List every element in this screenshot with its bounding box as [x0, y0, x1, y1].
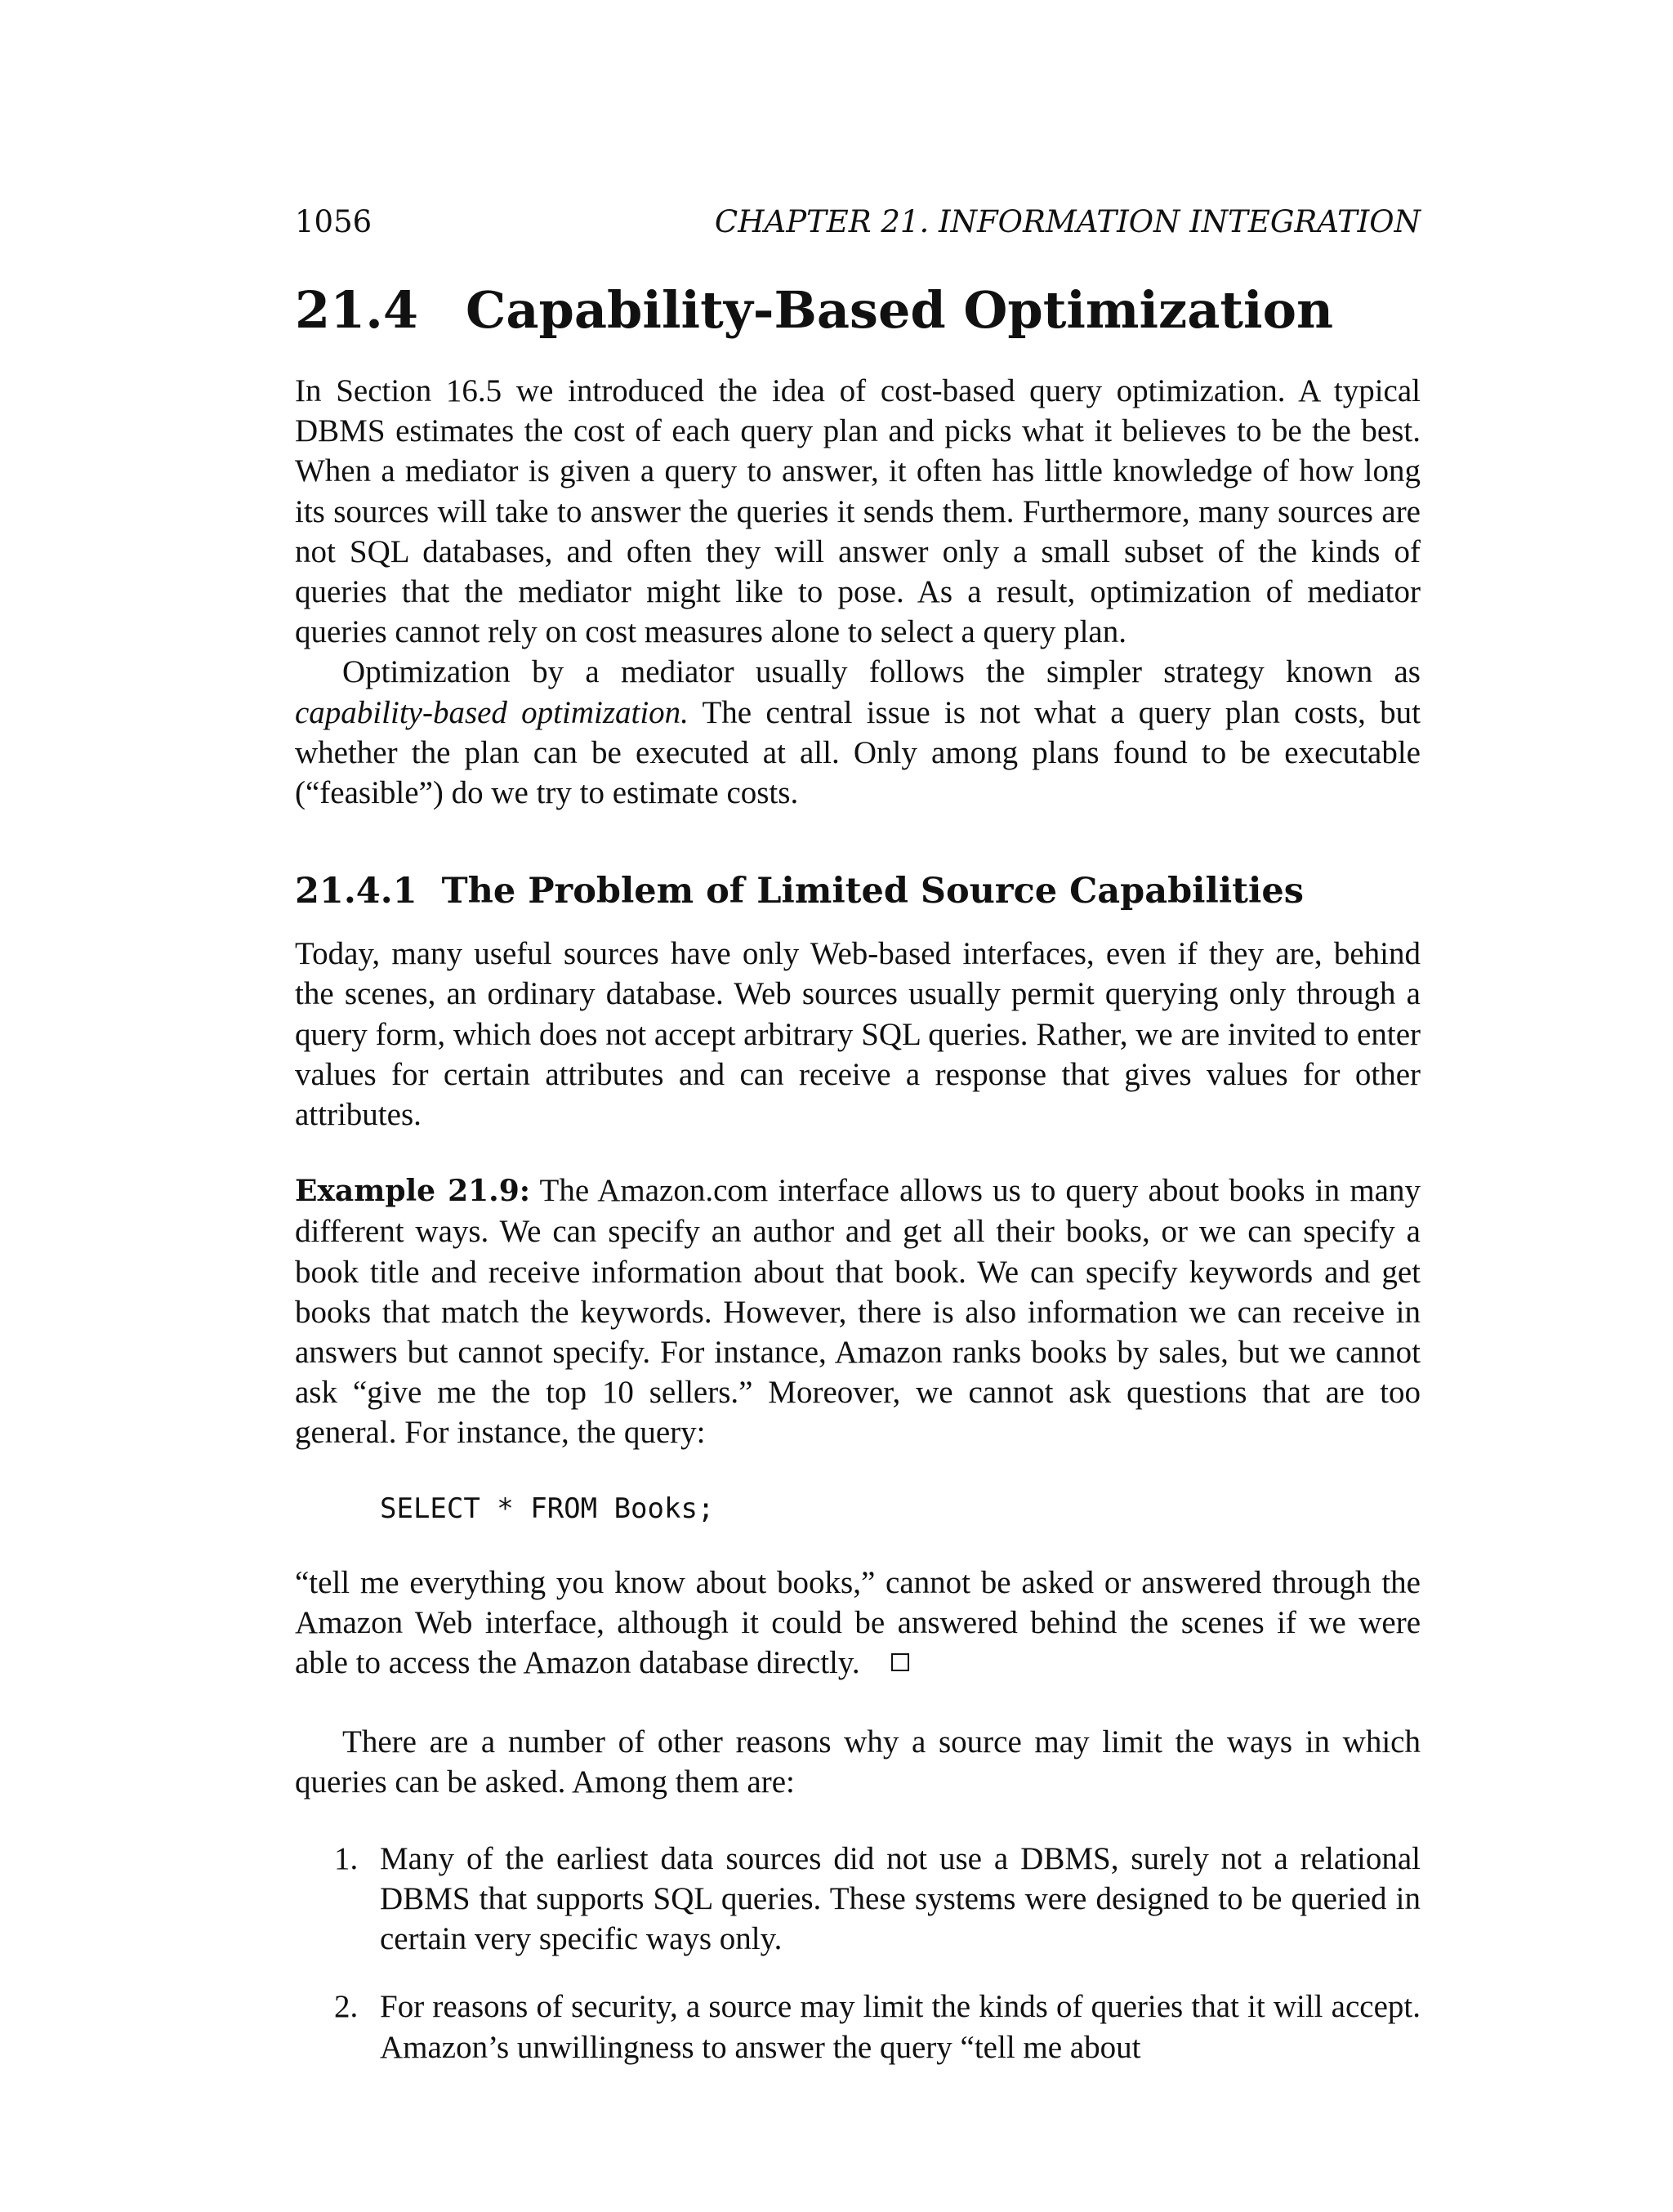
section-title: Capability-Based Optimization [466, 280, 1334, 340]
section-paragraph-2: Optimization by a mediator usually follows the simpler strategy known as capability-based optimization. The central issue is not what a query plan costs, but whether the plan can be executed at all. Only among plans found to be executable (“feasible”) do we try to estimate costs. [295, 654, 1421, 811]
document-page [295, 204, 1421, 2095]
reasons-list [295, 1839, 1421, 2067]
list-item [295, 1987, 1421, 2067]
page-number: 1056 [295, 204, 373, 239]
chapter-title: CHAPTER 21. INFORMATION INTEGRATION [714, 204, 1421, 239]
subsection-title: The Problem of Limited Source Capabilities [441, 871, 1304, 912]
list-item-number: 1. [334, 1840, 359, 1876]
subsection-number: 21.4.1 [295, 871, 417, 912]
subsection-heading [295, 870, 1421, 912]
subsection-paragraph: Today, many useful sources have only Web-based interfaces, even if they are, behind the scenes, an ordinary database. Web sources usually permit querying only through a query form, which does not accept arbitrary SQL queries. Rather, we are invited to enter values for certain attributes and can receive a response that gives values for other attributes. [295, 936, 1421, 1133]
end-of-example-icon [891, 1653, 909, 1671]
running-head [295, 204, 1421, 240]
section-paragraph-1: In Section 16.5 we introduced the idea of cost-based query optimization. A typical DBMS estimates the cost of each query plan and picks what it believes to be the best. When a mediator is given a query to answer, it often has little knowledge of how long its sources will take to answer the queries it sends them. Furthermore, many sources are not SQL databases, and often they will answer only a small subset of the kinds of queries that the mediator might like to pose. As a result, optimization of mediator queries cannot rely on cost measures alone to select a query plan. [295, 373, 1421, 650]
list-item [295, 1839, 1421, 1960]
section-number: 21.4 [295, 280, 419, 340]
example-followup: “tell me everything you know about books,” cannot be asked or answered through the Amazon Web interface, although it could be answered behind the scenes if we were able to access the Amazon database directly. [295, 1564, 1421, 1681]
example-label: Example 21.9: [295, 1174, 531, 1209]
list-item-text: Many of the earliest data sources did not use a DBMS, surely not a relational DBMS that supports SQL queries. These systems were designed to be queried in certain very specific ways only. [380, 1840, 1421, 1957]
example-paragraph [295, 1171, 1421, 1452]
list-item-number: 2. [334, 1989, 359, 2025]
sql-code: SELECT * FROM Books; [380, 1492, 715, 1525]
reasons-intro: There are a number of other reasons why a source may limit the ways in which queries can be asked. Among them are: [295, 1724, 1421, 1800]
section-heading [295, 281, 1421, 340]
example-text: The Amazon.com interface allows us to query about books in many different ways. We can specify an author and get all their books, or we can specify a book title and receive information about that book. We can specify keywords and get books that match the keywords. However, there is also information we can receive in answers but cannot specify. For instance, Amazon ranks books by sales, but we cannot ask “give me the top 10 sellers.” Moreover, we cannot ask questions that are too general. For instance, the query: [295, 1173, 1421, 1451]
defined-term: capability-based optimization. [295, 694, 689, 730]
list-item-text: For reasons of security, a source may limit the kinds of queries that it will accept. Amazon’s unwillingness to answer the query “tell me about [380, 1989, 1421, 2065]
